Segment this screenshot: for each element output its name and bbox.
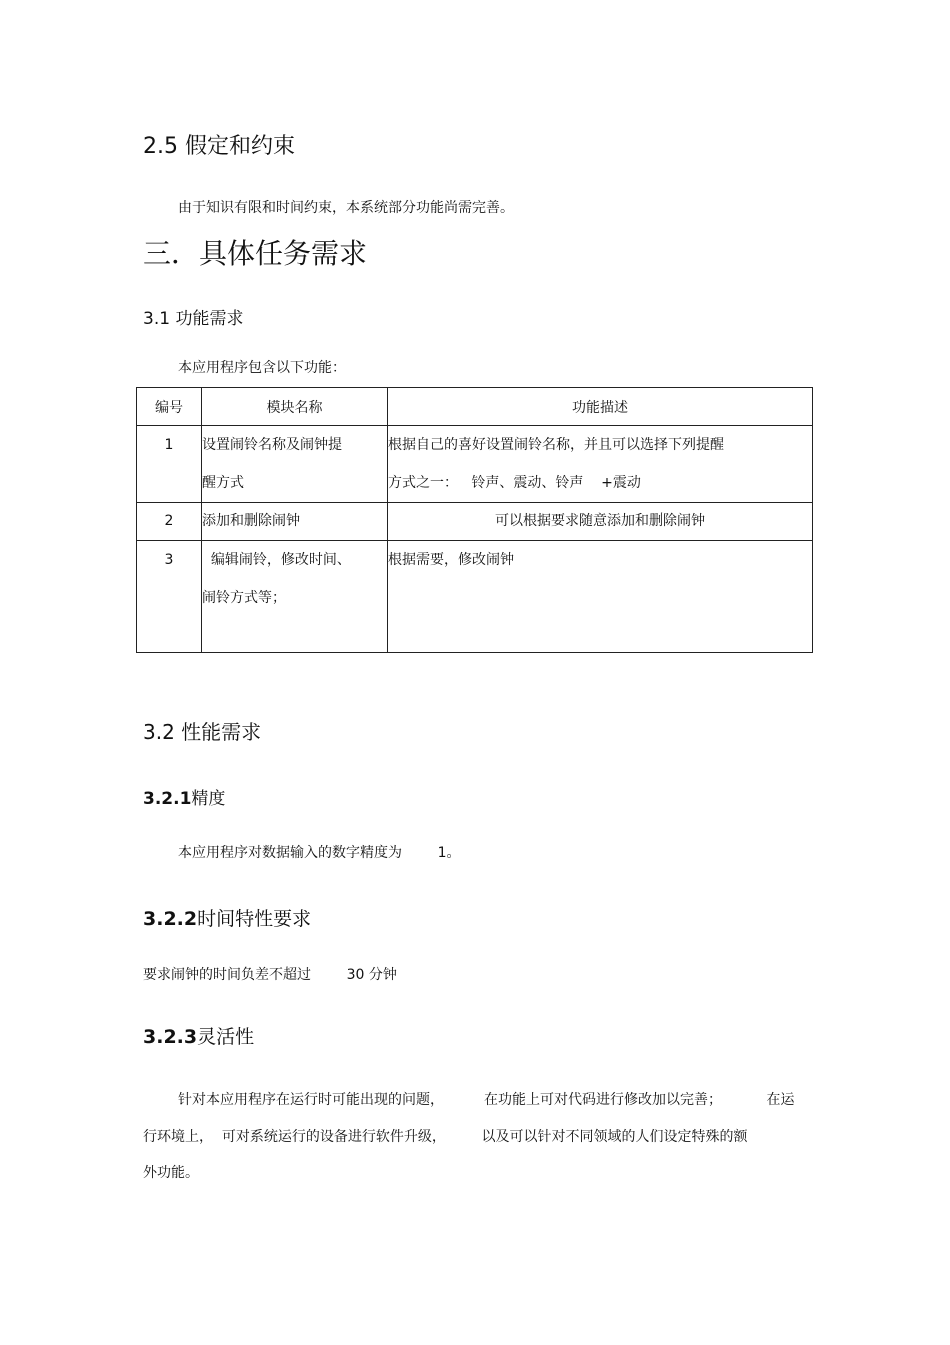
chapter-3-heading: 三．具体任务需求	[143, 237, 368, 270]
section-title: 灵活性	[197, 1026, 255, 1048]
table-cell-no: 1	[137, 426, 202, 503]
table-cell-module: 添加和删除闹钟	[202, 503, 388, 541]
table-cell-no: 2	[137, 503, 202, 541]
table-cell-no: 3	[137, 541, 202, 653]
table-cell-module: 设置闹铃名称及闹钟提 醒方式	[202, 426, 388, 503]
section-3-2-2-body: 要求闹钟的时间负差不超过 30 分钟	[143, 967, 397, 983]
table-row	[137, 426, 813, 503]
function-table	[136, 387, 813, 653]
section-number: 3.2.3	[143, 1026, 198, 1048]
table-cell-module: 编辑闹铃，修改时间、 闹铃方式等；	[202, 541, 388, 653]
table-row	[137, 541, 813, 653]
section-3-2-3-heading	[143, 1022, 254, 1049]
table-header-row	[137, 388, 813, 426]
table-header-cell: 编号	[137, 388, 202, 426]
section-title: 精度	[191, 789, 226, 809]
section-number: 3.2.1	[143, 789, 192, 809]
section-3-1-heading: 3.1 功能需求	[143, 309, 244, 329]
table-row	[137, 503, 813, 541]
section-3-2-1-body: 本应用程序对数据输入的数字精度为 1。	[178, 845, 461, 861]
section-3-2-3-body-line: 行环境上， 可对系统运行的设备进行软件升级， 以及可以针对不同领域的人们设定特殊的额	[143, 1129, 748, 1145]
section-2-5-heading: 2.5 假定和约束	[143, 134, 295, 159]
section-title: 时间特性要求	[197, 908, 312, 930]
section-3-1-intro: 本应用程序包含以下功能：	[178, 360, 346, 376]
section-number: 3.2.2	[143, 908, 198, 930]
table-cell-desc: 根据自己的喜好设置闹铃名称，并且可以选择下列提醒 方式之一： 铃声、震动、铃声 +震动	[388, 426, 813, 503]
section-3-2-heading: 3.2 性能需求	[143, 720, 262, 744]
section-3-2-2-heading	[143, 904, 311, 931]
section-2-5-body: 由于知识有限和时间约束，本系统部分功能尚需完善。	[178, 200, 514, 216]
table-header-cell: 模块名称	[202, 388, 388, 426]
table-cell-desc: 可以根据要求随意添加和删除闹钟	[388, 503, 813, 541]
table-header-cell: 功能描述	[388, 388, 813, 426]
section-3-2-1-heading	[143, 784, 225, 809]
section-3-2-3-body-line: 针对本应用程序在运行时可能出现的问题， 在功能上可对代码进行修改加以完善； 在运	[178, 1092, 795, 1108]
section-3-2-3-body-line: 外功能。	[143, 1165, 199, 1181]
table-cell-desc: 根据需要，修改闹钟	[388, 541, 813, 653]
